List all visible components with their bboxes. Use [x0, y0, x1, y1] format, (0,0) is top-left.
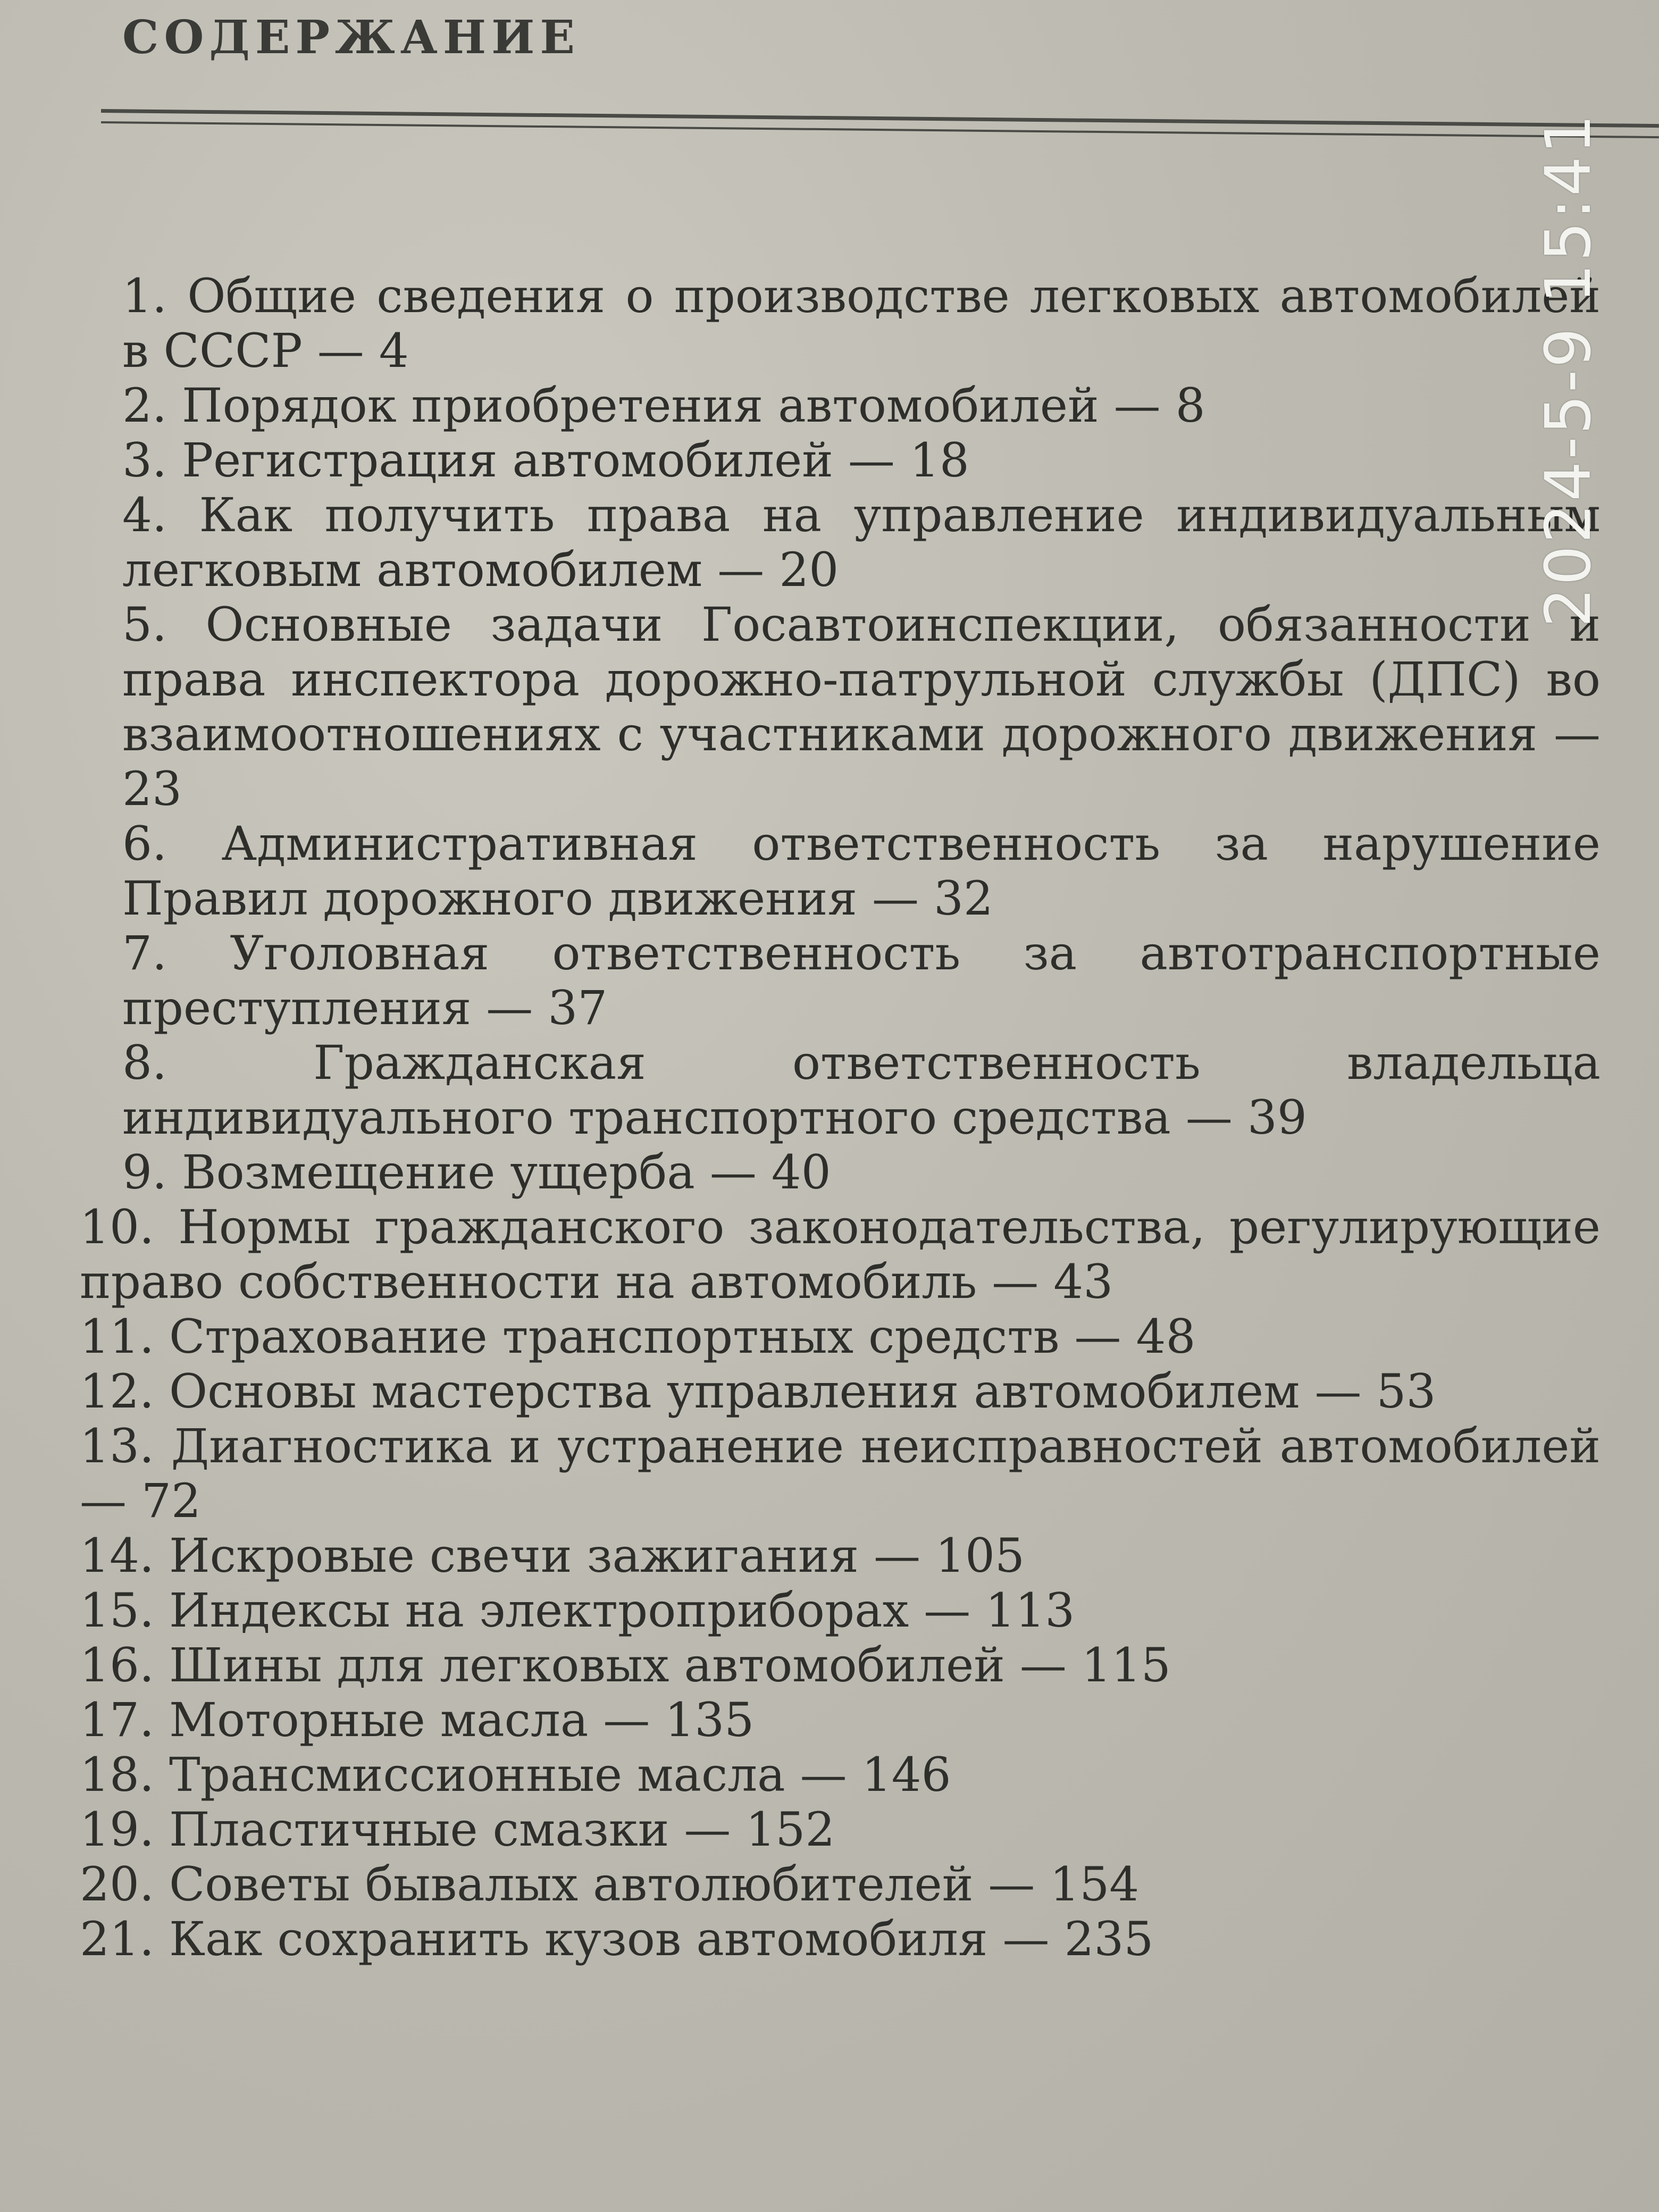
toc-entry-page: 135: [665, 1692, 755, 1747]
toc-entry: [80, 269, 1601, 378]
toc-entry-page: 4: [379, 323, 409, 378]
toc-entry-page: 152: [745, 1802, 835, 1857]
toc-entry-separator: —: [1019, 1638, 1067, 1692]
toc-entry: [80, 1692, 1601, 1747]
toc-entry-number: 11.: [80, 1309, 154, 1364]
toc-entry: [80, 1364, 1601, 1419]
toc-entry-number: 5.: [122, 597, 167, 652]
toc-entry-page: 32: [933, 871, 993, 926]
toc-entry-page: 48: [1136, 1309, 1196, 1364]
toc-entry-title: Диагностика и устранение неисправностей автомобилей: [171, 1419, 1601, 1473]
toc-entry-page: 113: [985, 1583, 1075, 1638]
toc-entry-title: Советы бывалых автолюбителей: [169, 1857, 974, 1912]
toc-entry-page: 20: [779, 542, 839, 597]
toc-entry-title: Трансмиссионные масла: [169, 1747, 785, 1802]
toc-entry-number: 18.: [80, 1747, 154, 1802]
toc-entry-separator: —: [1554, 707, 1601, 761]
toc-entry-title: Уголовная ответственность за автотранспортные преступления: [122, 926, 1601, 1035]
page-heading: СОДЕРЖАНИЕ: [122, 11, 580, 64]
toc-entry-page: 43: [1053, 1254, 1113, 1309]
toc-entry-page: 105: [935, 1528, 1025, 1583]
toc-entry-title: Индексы на электроприборах: [169, 1583, 909, 1638]
toc-entry-separator: —: [1314, 1364, 1362, 1419]
toc-entry: [80, 926, 1601, 1035]
toc-entry: [80, 378, 1601, 433]
toc-entry-title: Регистрация автомобилей: [181, 433, 833, 488]
toc-entry-number: 2.: [122, 378, 167, 433]
toc-entry-separator: —: [992, 1254, 1039, 1309]
toc-entry-page: 18: [909, 433, 969, 488]
toc-entry-title: Искровые свечи зажигания: [169, 1528, 859, 1583]
toc-entry-separator: —: [317, 323, 364, 378]
toc-entry-separator: —: [709, 1145, 757, 1200]
toc-entry-title: Общие сведения о производстве легковых автомобилей в СССР: [122, 269, 1601, 378]
toc-entry: [80, 1583, 1601, 1638]
toc-entry-separator: —: [874, 1528, 921, 1583]
toc-entry: [80, 1638, 1601, 1692]
toc-entry: [80, 433, 1601, 488]
toc-entry-number: 7.: [122, 926, 167, 981]
toc-entry-number: 12.: [80, 1364, 154, 1419]
toc-entry-number: 9.: [122, 1145, 167, 1200]
toc-entry-separator: —: [800, 1747, 847, 1802]
toc-entry-title: Моторные масла: [169, 1692, 589, 1747]
toc-entry-page: 8: [1175, 378, 1205, 433]
toc-entry-title: Страхование транспортных средств: [169, 1309, 1060, 1364]
toc-entry: [80, 1857, 1601, 1912]
toc-entry-page: 154: [1050, 1857, 1139, 1912]
toc-entry-title: Как сохранить кузов автомобиля: [169, 1912, 988, 1966]
toc-entry-number: 21.: [80, 1912, 154, 1966]
toc-entry-number: 1.: [122, 269, 167, 323]
toc-entry-title: Пластичные смазки: [169, 1802, 669, 1857]
toc-entry: [80, 1309, 1601, 1364]
toc-entry-number: 19.: [80, 1802, 154, 1857]
toc-entry-page: 39: [1247, 1090, 1307, 1145]
toc-entry-page: 37: [548, 981, 608, 1035]
table-of-contents: [80, 269, 1601, 1966]
toc-entry-page: 235: [1064, 1912, 1154, 1966]
toc-entry: [80, 1912, 1601, 1966]
toc-entry-number: 14.: [80, 1528, 154, 1583]
toc-entry-title: Административная ответственность за нарушение Правил дорожного движения: [122, 816, 1601, 926]
toc-entry-number: 10.: [80, 1200, 154, 1254]
toc-entry-page: 53: [1376, 1364, 1436, 1419]
toc-entry-number: 8.: [122, 1035, 167, 1090]
toc-entry-title: Возмещение ущерба: [181, 1145, 695, 1200]
toc-entry-number: 13.: [80, 1419, 154, 1473]
toc-entry-title: Основы мастерства управления автомобилем: [169, 1364, 1300, 1419]
toc-entry: [80, 816, 1601, 926]
toc-entry-separator: —: [872, 871, 919, 926]
toc-entry-separator: —: [717, 542, 765, 597]
toc-entry-separator: —: [684, 1802, 731, 1857]
toc-entry-separator: —: [1074, 1309, 1121, 1364]
toc-entry-title: Нормы гражданского законодательства, регулирующие право собственности на автомобиль: [80, 1200, 1601, 1309]
toc-entry-number: 20.: [80, 1857, 154, 1912]
toc-entry: [80, 1419, 1601, 1528]
toc-entry-separator: —: [848, 433, 895, 488]
toc-entry-title: Основные задачи Госавтоинспекции, обязанности и права инспектора дорожно-патрульной службы (ДПС) во взаимоотношениях с участниками дорожного движения: [122, 597, 1601, 761]
toc-entry-separator: —: [486, 981, 533, 1035]
toc-entry-title: Как получить права на управление индивидуальным легковым автомобилем: [122, 488, 1601, 597]
toc-entry-separator: —: [1002, 1912, 1050, 1966]
toc-entry: [80, 1528, 1601, 1583]
toc-entry: [80, 597, 1601, 816]
toc-entry-number: 3.: [122, 433, 167, 488]
toc-entry-number: 6.: [122, 816, 167, 871]
toc-entry-page: 72: [141, 1473, 201, 1528]
toc-entry-page: 146: [861, 1747, 951, 1802]
toc-entry-page: 40: [771, 1145, 831, 1200]
toc-entry: [80, 1035, 1601, 1145]
toc-entry-title: Шины для легковых автомобилей: [169, 1638, 1005, 1692]
photo-timestamp: 2024-5-9 15:41: [1531, 112, 1605, 627]
toc-entry-separator: —: [1185, 1090, 1233, 1145]
toc-entry-page: 23: [122, 761, 182, 816]
toc-entry-page: 115: [1081, 1638, 1171, 1692]
toc-entry-separator: —: [603, 1692, 650, 1747]
toc-entry-title: Порядок приобретения автомобилей: [181, 378, 1099, 433]
toc-entry: [80, 1802, 1601, 1857]
toc-entry-number: 17.: [80, 1692, 154, 1747]
toc-entry: [80, 1747, 1601, 1802]
toc-entry-number: 15.: [80, 1583, 154, 1638]
toc-entry-title: Гражданская ответственность владельца индивидуального транспортного средства: [122, 1035, 1601, 1145]
toc-entry-separator: —: [988, 1857, 1035, 1912]
toc-entry-separator: —: [1113, 378, 1161, 433]
toc-entry: [80, 488, 1601, 597]
toc-entry-number: 4.: [122, 488, 167, 542]
toc-entry-separator: —: [924, 1583, 971, 1638]
toc-entry: [80, 1145, 1601, 1200]
toc-entry-separator: —: [80, 1473, 127, 1528]
toc-entry: [80, 1200, 1601, 1309]
toc-entry-number: 16.: [80, 1638, 154, 1692]
